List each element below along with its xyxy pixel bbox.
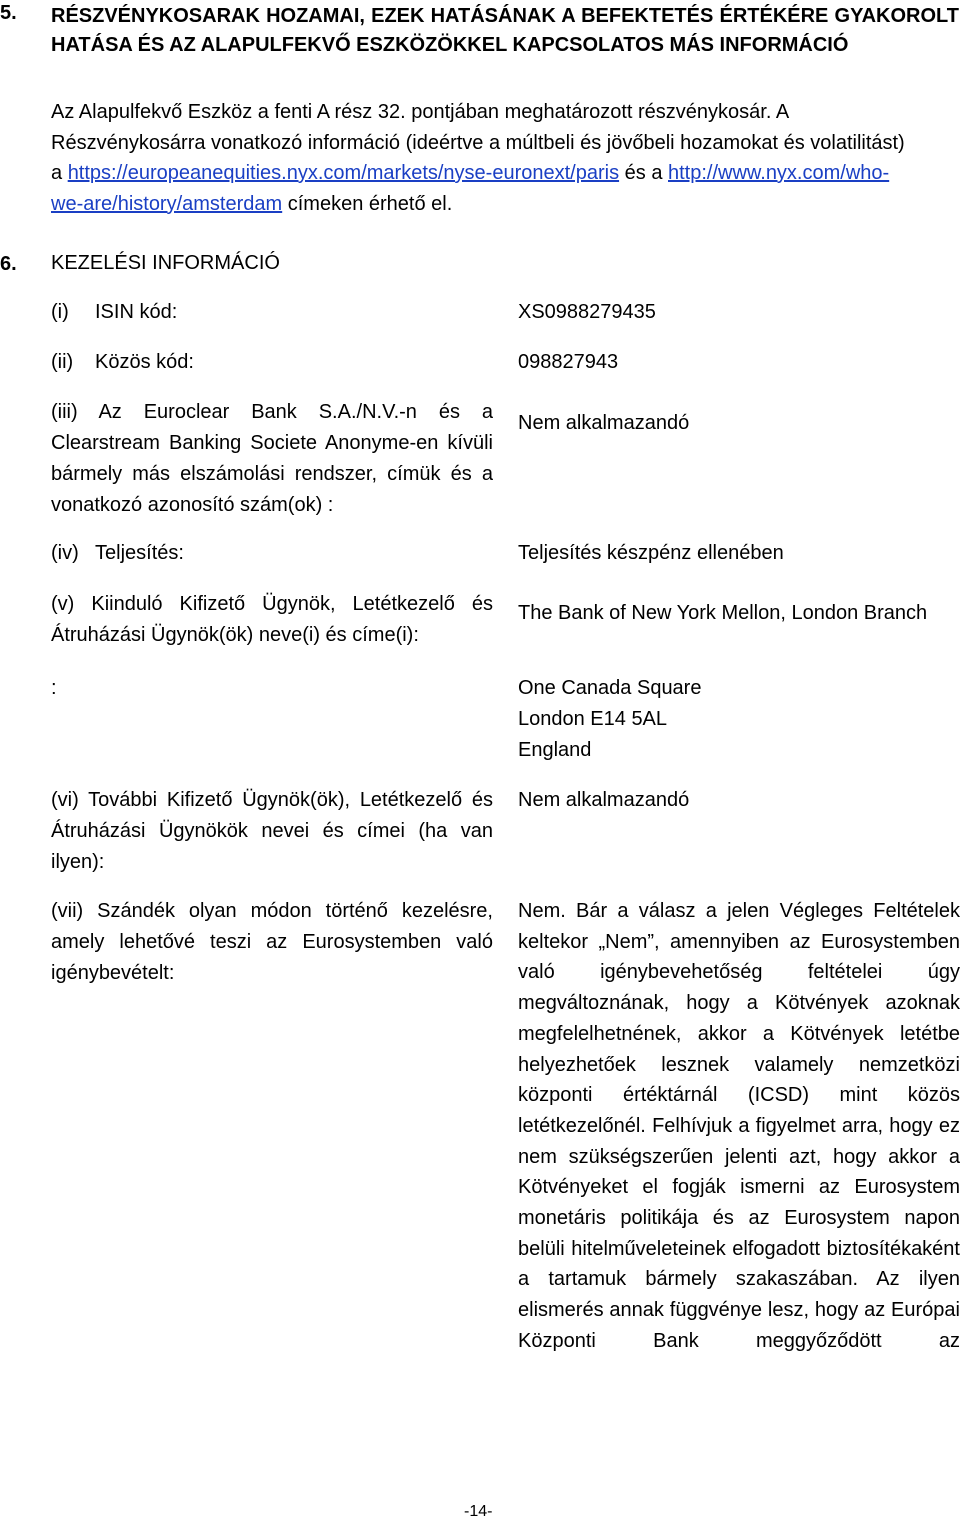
clearing-system-value: Nem alkalmazandó — [518, 412, 690, 434]
nyx-amsterdam-link[interactable]: http://www.nyx.com/who-we-are/history/amsterdam — [51, 162, 890, 215]
settlement-value: Teljesítés készpénz ellenében — [518, 542, 784, 564]
europeanequities-link[interactable]: https://europeanequities.nyx.com/markets/nyse-euronext/paris — [67, 162, 620, 184]
common-code-label: Közös kód: — [95, 351, 194, 373]
eurosystem-eligibility-value: Nem. Bár a válasz a jelen Végleges Feltételek keltekor „Nem”, amennyiben az Eurosystemben való igénybevehetőség feltételei úgy megváltoznának, hogy a Kötvények azoknak megfelelhetnének, akkor a Kötvények letétbe helyezhetőek lesznek valamely nemzetközi központi értéktárnál (ICSD) mint közös letétkezelőnél. Felhívjuk a figyelmet arra, hogy ez nem szükségszerűen jelenti azt, hogy akkor a Kötvényeket el fogják ismerni az Eurosystem monetáris politikája és az Eurosystem napon belüli hitelműveleteinek elfogadott biztosítékaként a tartamuk bármely szakaszában. Az ilyen elismerés annak függvénye lesz, hogy az Európai Központi Bank meggyőződött az — [518, 900, 960, 1352]
isin-value: XS0988279435 — [518, 301, 656, 323]
settlement-label: Teljesítés: — [95, 542, 184, 564]
section-5-paragraph — [51, 97, 911, 219]
paragraph-text-1: Az Alapulfekvő Eszköz a fenti A rész 32. pontjában meghatározott részvénykosár. A Részvénykosárra vonatkozó információ (ideértve a múltbeli és jövőbeli hozamokat és volatilitást) a — [51, 101, 905, 184]
item-i-number: (i) — [51, 301, 69, 323]
isin-label: ISIN kód: — [95, 301, 178, 323]
section-6-title: KEZELÉSI INFORMÁCIÓ — [51, 252, 280, 274]
page-number: -14- — [464, 1503, 493, 1520]
paying-agent-label-colon: : — [51, 677, 57, 699]
item-iv-number: (iv) — [51, 542, 79, 564]
clearing-system-label: (iii) Az Euroclear Bank S.A./N.V.-n és a Clearstream Banking Societe Anonyme-en kívüli bármely más elszámolási rendszer, címük és a vonatkozó azonosító szám(ok) : — [51, 401, 493, 516]
paragraph-text-3: címeken érhető el. — [282, 192, 453, 215]
item-ii-number: (ii) — [51, 351, 74, 373]
section-6-number: 6. — [0, 253, 17, 275]
eurosystem-eligibility-label: (vii) Szándék olyan módon történő kezelésre, amely lehetővé teszi az Eurosystemben való igénybevételt: — [51, 900, 493, 984]
additional-agents-label: (vi) További Kifizető Ügynök(ök), Letétkezelő és Átruházási Ügynökök nevei és címei (ha van ilyen): — [51, 789, 493, 873]
paying-agent-label: (v) Kiinduló Kifizető Ügynök, Letétkezelő és Átruházási Ügynök(ök) neve(i) és címe(i): — [51, 593, 493, 646]
section-5-title: RÉSZVÉNYKOSARAK HOZAMAI, EZEK HATÁSÁNAK A BEFEKTETÉS ÉRTÉKÉRE GYAKOROLT HATÁSA ÉS AZ ALAPULFEKVŐ ESZKÖZÖKKEL KAPCSOLATOS MÁS INFORMÁCIÓ — [51, 5, 959, 56]
common-code-value: 098827943 — [518, 351, 619, 373]
address-line-2: London E14 5AL — [518, 708, 668, 730]
section-5-number: 5. — [0, 2, 17, 24]
address-line-3: England — [518, 739, 592, 761]
paying-agent-name: The Bank of New York Mellon, London Branch — [518, 602, 928, 624]
additional-agents-value: Nem alkalmazandó — [518, 789, 690, 811]
paragraph-text-2: és a — [619, 162, 668, 184]
address-line-1: One Canada Square — [518, 677, 702, 699]
